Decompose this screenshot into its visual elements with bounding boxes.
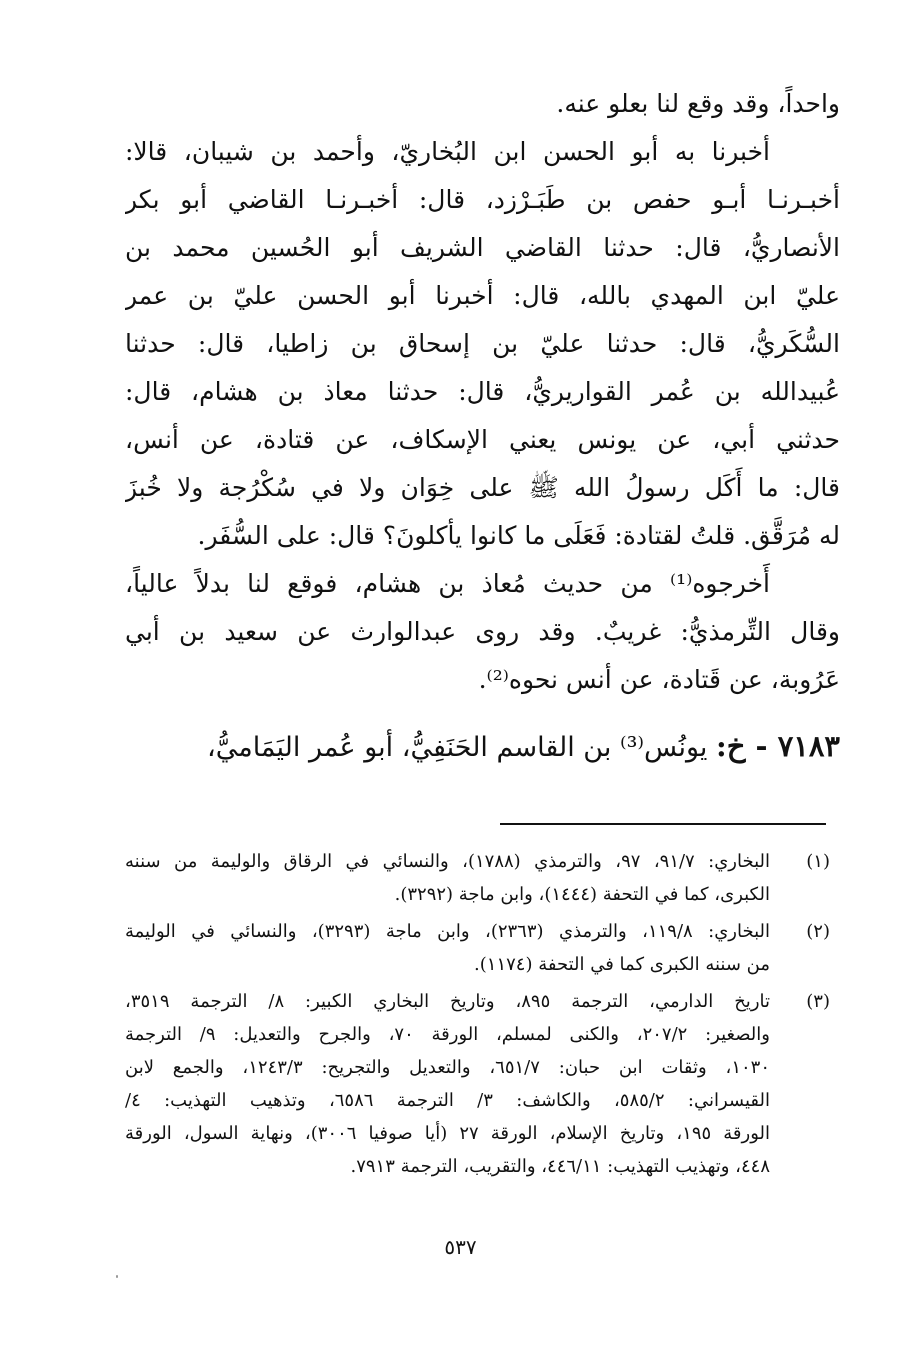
footnote-3 xyxy=(125,985,830,1183)
text-line: له مُرَقَّق. قلتُ لقتادة: فَعَلَى ما كانوا يأكلونَ؟ قال: على السُّفَر. xyxy=(197,521,840,550)
text-line: السُّكَريُّ، قال: حدثنا عليّ بن إسحاق بن زاطيا، قال: حدثنا xyxy=(125,329,840,358)
text-line: وقال التِّرمذيُّ: غريبٌ. وقد روى عبدالوارث عن سعيد بن أبي xyxy=(125,617,840,646)
paragraph-1 xyxy=(125,80,840,128)
text-line: واحداً، وقد وقع لنا بعلو عنه. xyxy=(556,89,840,118)
footnote-line: الورقة ١٩٥، وتاريخ الإسلام، الورقة ٢٧ (أيا صوفيا ٣٠٠٦)، ونهاية السول، الورقة xyxy=(125,1123,770,1144)
biography-entry-heading xyxy=(125,716,840,776)
text-line: عليّ ابن المهدي بالله، قال: أخبرنا أبو الحسن عليّ بن عمر xyxy=(125,281,840,310)
footnote-marker: (٣) xyxy=(806,991,830,1012)
entry-text: يونُس⁽³⁾ بن القاسم الحَنَفِيُّ، أبو عُمر اليَمَاميُّ، xyxy=(207,732,708,763)
text-line: عَرُوبة، عن قَتادة، عن أنس نحوه⁽²⁾. xyxy=(478,665,840,694)
text-line: أَخرجوه⁽¹⁾ من حديث مُعاذ بن هشام، فوقع لنا بدلاً عالياً، xyxy=(125,569,770,598)
footnote-line: ٤٤٨، وتهذيب التهذيب: ٤٤٦/١١، والتقريب، الترجمة ٧٩١٣. xyxy=(350,1156,770,1177)
text-line: عُبيدالله بن عُمر القواريريُّ، قال: حدثنا معاذ بن هشام، قال: xyxy=(125,377,840,406)
paragraph-2 xyxy=(125,128,840,560)
text-line: حدثني أبي، عن يونس يعني الإسكاف، عن قتادة، عن أنس، xyxy=(125,425,840,454)
page-number: ٥٣٧ xyxy=(444,1235,477,1259)
footnote-line: والصغير: ٢٠٧/٢، والكنى لمسلم، الورقة ٧٠، والجرح والتعديل: ٩/ الترجمة xyxy=(125,1024,770,1045)
scan-speck xyxy=(116,1275,118,1278)
footnote-1 xyxy=(125,845,830,911)
footnote-line: القيسراني: ٥٨٥/٢، والكاشف: ٣/ الترجمة ٦٥٨٦، وتذهيب التهذيب: ٤/ xyxy=(125,1090,770,1111)
footnote-marker: (١) xyxy=(806,851,830,872)
footnote-separator xyxy=(500,823,826,825)
text-line: قال: ما أَكَل رسولُ الله ﷺ على خِوَان ولا في سُكْرُجة ولا خُبزَ xyxy=(125,473,840,502)
footnote-line: ١٠٣٠، وثقات ابن حبان: ٦٥١/٧، والتعديل والتجريح: ١٢٤٣/٣، والجمع لابن xyxy=(125,1057,770,1078)
footnote-line: الكبرى، كما في التحفة (١٤٤٤)، وابن ماجة (٣٢٩٢). xyxy=(394,884,770,905)
footnote-line: من سننه الكبرى كما في التحفة (١١٧٤). xyxy=(474,954,770,975)
footnote-2 xyxy=(125,915,830,981)
entry-number: ٧١٨٣ - خ: xyxy=(716,729,840,763)
footnote-line: البخاري: ٩١/٧، ٩٧، والترمذي (١٧٨٨)، والنسائي في الرقاق والوليمة من سننه xyxy=(125,851,770,872)
footnote-line: تاريخ الدارمي، الترجمة ٨٩٥، وتاريخ البخاري الكبير: ٨/ الترجمة ٣٥١٩، xyxy=(125,991,770,1012)
footnote-marker: (٢) xyxy=(806,921,830,942)
text-line: الأنصاريُّ، قال: حدثنا القاضي الشريف أبو الحُسين محمد بن xyxy=(125,233,840,262)
footnote-line: البخاري: ١١٩/٨، والترمذي (٢٣٦٣)، وابن ماجة (٣٢٩٣)، والنسائي في الوليمة xyxy=(125,921,770,942)
footnotes xyxy=(125,845,830,1187)
text-line: أخبـرنـا أبـو حفص بن طَبَـرْزد، قال: أخبـرنـا القاضي أبو بكر xyxy=(125,185,840,214)
text-line: أخبرنا به أبو الحسن ابن البُخاريّ، وأحمد بن شيبان، قالا: xyxy=(125,137,770,166)
main-text xyxy=(125,80,840,776)
paragraph-3 xyxy=(125,560,840,704)
